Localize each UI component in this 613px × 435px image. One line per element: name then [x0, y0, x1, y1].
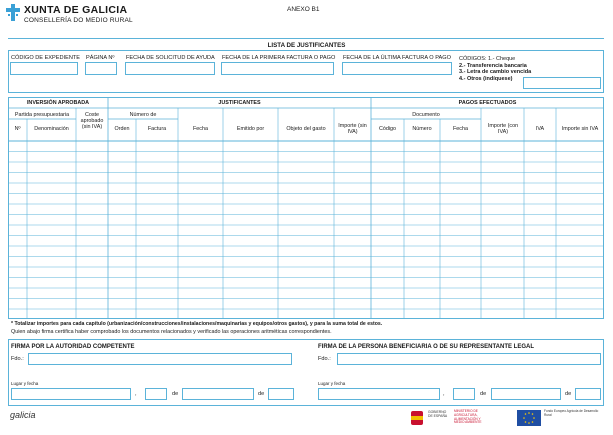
note-totals: * Totalizar importes para cada capítulo (urbanización/construcciones/instalaciones/maquinarias y equipos/otros gastos), y para la suma total de estos.: [11, 321, 383, 327]
sig-left-title: FIRMA POR LA AUTORIDAD COMPETENTE: [11, 344, 135, 350]
col-denominacion: Denominación: [34, 126, 69, 132]
col-factura: Factura: [147, 126, 167, 132]
col-objeto: Objeto del gasto: [286, 126, 326, 132]
col-emitido: Emitido por: [236, 126, 265, 132]
col-importe-sin: Importe (sin IVA): [338, 123, 367, 136]
col-numero: Número: [412, 126, 432, 132]
spain-shield-icon: [408, 409, 426, 427]
feader-label: Fondo Europeo Agrícola de Desarrollo Rural: [544, 409, 599, 417]
sig-right-year-field[interactable]: [575, 388, 601, 400]
fields-frame-top: [8, 50, 604, 51]
sig-left-name-field[interactable]: [28, 353, 292, 365]
codes-legend: [459, 56, 531, 82]
code-1: CÓDIGOS: 1.- Cheque: [459, 56, 516, 62]
xunta-cross-logo: [6, 4, 20, 21]
group-justificantes: JUSTIFICANTES: [218, 100, 261, 106]
sig-left-comma: ,: [135, 391, 137, 397]
fields-frame-left: [8, 50, 9, 92]
sig-frame-bottom: [8, 405, 604, 406]
pagina-label: PÁGINA Nº: [86, 55, 115, 61]
col-n: Nº: [14, 126, 21, 132]
sig-right-de2: de: [565, 391, 572, 397]
org-name: XUNTA DE GALICIA: [24, 4, 128, 16]
col-importe-con: Importe (con IVA): [487, 123, 519, 136]
sig-left-day-field[interactable]: [145, 388, 167, 400]
sig-frame-top: [8, 339, 604, 340]
col-fecha: Fecha: [193, 126, 208, 132]
sig-frame-right: [603, 339, 604, 405]
fecha-primera-field[interactable]: [221, 62, 334, 75]
expediente-field[interactable]: [10, 62, 78, 75]
sig-right-day-field[interactable]: [453, 388, 475, 400]
annex-label: ANEXO B1: [287, 6, 320, 13]
sig-right-de1: de: [480, 391, 487, 397]
sig-right-lugar: Lugar y fecha: [318, 381, 346, 386]
expediente-label: CÓDIGO DE EXPEDIENTE: [11, 55, 81, 61]
top-rule: [8, 38, 604, 39]
fecha-solicitud-label: FECHA DE SOLICITUD DE AYUDA: [126, 55, 215, 61]
sig-left-de1: de: [172, 391, 179, 397]
group-inversion: INVERSIÓN APROBADA: [26, 100, 90, 106]
sig-left-de2: de: [258, 391, 265, 397]
sig-right-title: FIRMA DE LA PERSONA BENEFICIARIA O DE SU REPRESENTANTE LEGAL: [318, 344, 535, 350]
galicia-logo: galicia: [10, 410, 36, 420]
col-orden: Orden: [114, 126, 130, 132]
fields-frame-bottom: [8, 92, 604, 93]
ministerio-label: MINISTERIO DE AGRICULTURA, ALIMENTACIÓN Y MEDIO AMBIENTE: [454, 409, 482, 425]
otros-field[interactable]: [523, 77, 601, 89]
fecha-ultima-label: FECHA DE LA ÚLTIMA FACTURA O PAGO: [343, 55, 451, 61]
col-importe-sin-2: Importe sin IVA: [561, 126, 599, 132]
col-fecha-2: Fecha: [453, 126, 468, 132]
documento-header: Documento: [412, 112, 440, 118]
document-title: LISTA DE JUSTIFICANTES: [267, 42, 346, 49]
code-2: 2.- Transferencia bancaria: [459, 62, 527, 69]
numero-de-header: Número de: [129, 112, 157, 118]
sig-right-name-field[interactable]: [337, 353, 601, 365]
sig-right-month-field[interactable]: [491, 388, 561, 400]
sig-right-comma: ,: [443, 391, 445, 397]
sig-right-place-field[interactable]: [318, 388, 440, 400]
fecha-ultima-field[interactable]: [342, 62, 452, 75]
sig-left-year-field[interactable]: [268, 388, 294, 400]
fecha-solicitud-field[interactable]: [125, 62, 215, 75]
sig-left-lugar: Lugar y fecha: [11, 381, 39, 386]
note-certify: Quien abajo firma certifica haber comprobado los documentos relacionados y verificado las operaciones aritméticas correspondientes.: [11, 329, 332, 335]
coste-header: Coste aprobado (sin IVA): [80, 112, 104, 131]
gobierno-label: GOBIERNO DE ESPAÑA: [428, 410, 448, 418]
pagina-field[interactable]: [85, 62, 117, 75]
sig-frame-left: [8, 339, 9, 405]
sig-left-month-field[interactable]: [182, 388, 254, 400]
fecha-primera-label: FECHA DE LA PRIMERA FACTURA O PAGO: [222, 55, 336, 61]
sig-left-fdo: Fdo.:: [11, 356, 24, 362]
col-codigo: Código: [378, 126, 397, 132]
sig-right-fdo: Fdo.:: [318, 356, 331, 362]
code-4: 4.- Otros (indíquese): [459, 75, 513, 82]
col-iva: IVA: [535, 126, 545, 132]
sig-left-place-field[interactable]: [11, 388, 131, 400]
partida-header: Partida presupuestaria: [14, 112, 70, 118]
code-3: 3.- Letra de cambio vencida: [459, 69, 532, 76]
fields-frame-right: [603, 50, 604, 92]
eu-flag-icon: [517, 410, 541, 426]
department-name: CONSELLERÍA DO MEDIO RURAL: [24, 17, 133, 24]
group-pagos: PAGOS EFECTUADOS: [458, 100, 517, 106]
